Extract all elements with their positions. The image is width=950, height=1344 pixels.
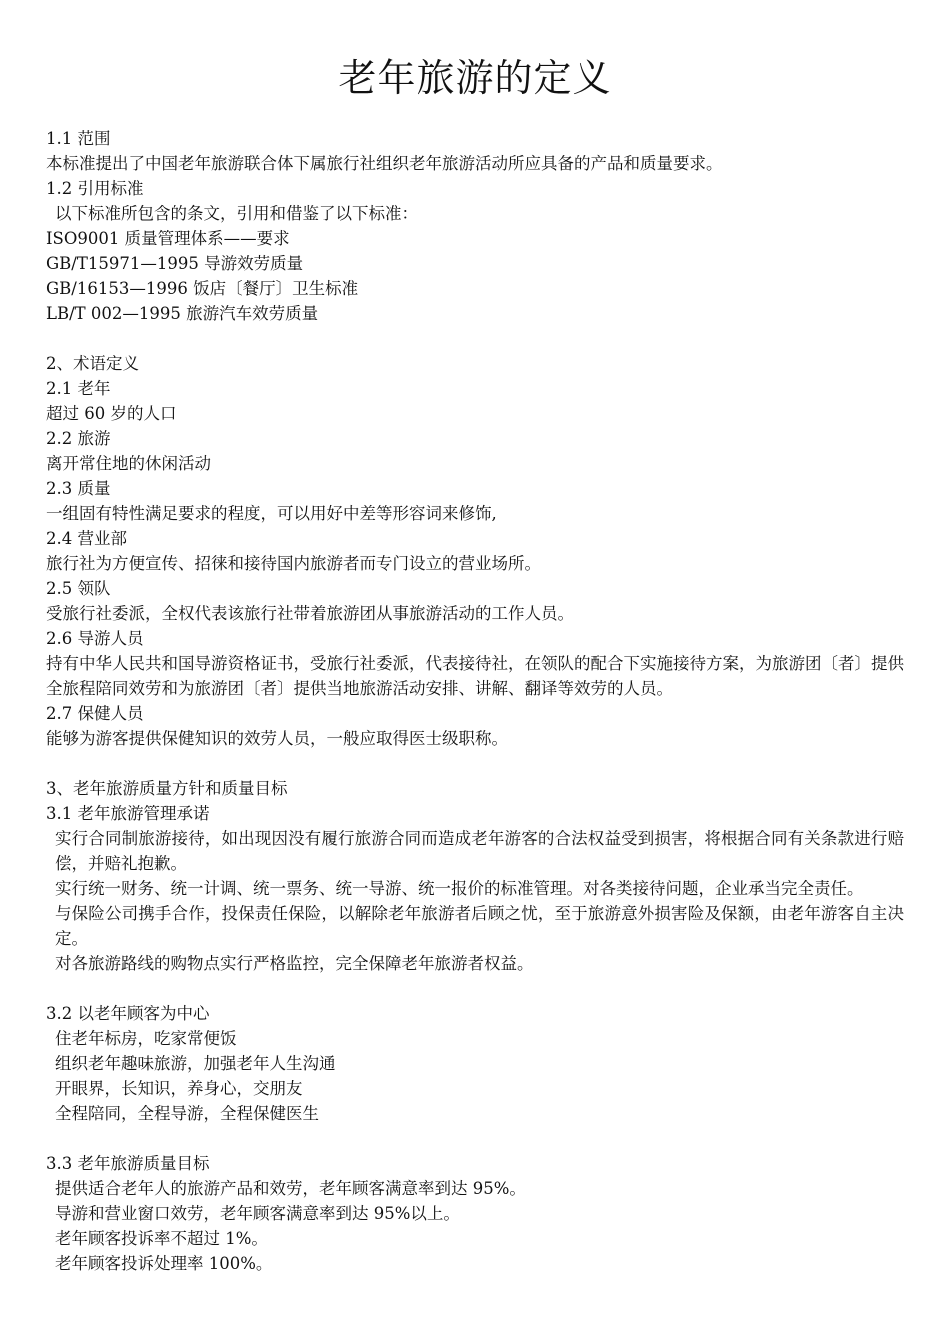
term-heading: 2.6 导游人员 <box>46 629 144 648</box>
customer-focus-item: 住老年标房，吃家常便饭 <box>55 1029 237 1048</box>
commitment-paragraph: 实行统一财务、统一计调、统一票务、统一导游、统一报价的标准管理。对各类接待问题，企业承当完全责任。 <box>55 879 864 898</box>
term-definition: 超过 60 岁的人口 <box>46 404 177 423</box>
blank-line <box>46 976 904 1001</box>
quality-goal-item: 提供适合老年人的旅游产品和效劳，老年顾客满意率到达 95%。 <box>55 1179 526 1198</box>
section-heading-3-1: 3.1 老年旅游管理承诺 <box>46 804 210 823</box>
quality-goal-item: 老年顾客投诉处理率 100%。 <box>55 1254 273 1273</box>
paragraph-references-intro: 以下标准所包含的条文，引用和借鉴了以下标准： <box>55 204 418 223</box>
term-definition: 旅行社为方便宣传、招徕和接待国内旅游者而专门设立的营业场所。 <box>46 554 541 573</box>
section-heading-3-2: 3.2 以老年顾客为中心 <box>46 1004 210 1023</box>
term-definition: 离开常住地的休闲活动 <box>46 454 211 473</box>
quality-goal-item: 老年顾客投诉率不超过 1%。 <box>55 1229 268 1248</box>
section-heading-2: 2、术语定义 <box>46 354 139 373</box>
blank-line <box>46 326 904 351</box>
document-page <box>46 0 904 1276</box>
term-heading: 2.2 旅游 <box>46 429 111 448</box>
term-definition: 受旅行社委派，全权代表该旅行社带着旅游团从事旅游活动的工作人员。 <box>46 604 574 623</box>
blank-line <box>46 751 904 776</box>
section-heading-3: 3、老年旅游质量方针和质量目标 <box>46 779 288 798</box>
term-heading: 2.3 质量 <box>46 479 111 498</box>
commitment-paragraph: 对各旅游路线的购物点实行严格监控，完全保障老年旅游者权益。 <box>55 954 534 973</box>
customer-focus-item: 组织老年趣味旅游，加强老年人生沟通 <box>55 1054 336 1073</box>
customer-focus-item: 开眼界，长知识，养身心，交朋友 <box>55 1079 303 1098</box>
section-heading-1-1: 1.1 范围 <box>46 129 111 148</box>
page-title: 老年旅游的定义 <box>338 56 612 100</box>
commitment-paragraph: 与保险公司携手合作，投保责任保险，以解除老年旅游者后顾之忧，至于旅游意外损害险及保额，由老年游客自主决定。 <box>55 904 904 948</box>
term-heading: 2.1 老年 <box>46 379 111 398</box>
reference-item: LB/T 002—1995 旅游汽车效劳质量 <box>46 304 319 323</box>
section-heading-1-2: 1.2 引用标准 <box>46 179 144 198</box>
reference-item: GB/16153—1996 饭店〔餐厅〕卫生标准 <box>46 279 359 298</box>
term-heading: 2.4 营业部 <box>46 529 127 548</box>
reference-item: GB/T15971—1995 导游效劳质量 <box>46 254 304 273</box>
document-body <box>46 126 904 1276</box>
blank-line <box>46 1126 904 1151</box>
customer-focus-item: 全程陪同，全程导游，全程保健医生 <box>55 1104 319 1123</box>
term-definition: 持有中华人民共和国导游资格证书，受旅行社委派，代表接待社，在领队的配合下实施接待方案，为旅游团〔者〕提供全旅程陪同效劳和为旅游团〔者〕提供当地旅游活动安排、讲解、翻译等效劳的人员。 <box>46 654 904 698</box>
term-heading: 2.5 领队 <box>46 579 111 598</box>
term-definition: 能够为游客提供保健知识的效劳人员，一般应取得医士级职称。 <box>46 729 508 748</box>
quality-goal-item: 导游和营业窗口效劳，老年顾客满意率到达 95%以上。 <box>55 1204 460 1223</box>
paragraph-scope: 本标准提出了中国老年旅游联合体下属旅行社组织老年旅游活动所应具备的产品和质量要求。 <box>46 154 723 173</box>
commitment-paragraph: 实行合同制旅游接待，如出现因没有履行旅游合同而造成老年游客的合法权益受到损害，将根据合同有关条款进行赔偿，并赔礼抱歉。 <box>55 829 904 873</box>
reference-item: ISO9001 质量管理体系——要求 <box>46 229 290 248</box>
term-definition: 一组固有特性满足要求的程度，可以用好中差等形容词来修饰, <box>46 504 497 523</box>
section-heading-3-3: 3.3 老年旅游质量目标 <box>46 1154 210 1173</box>
term-heading: 2.7 保健人员 <box>46 704 144 723</box>
